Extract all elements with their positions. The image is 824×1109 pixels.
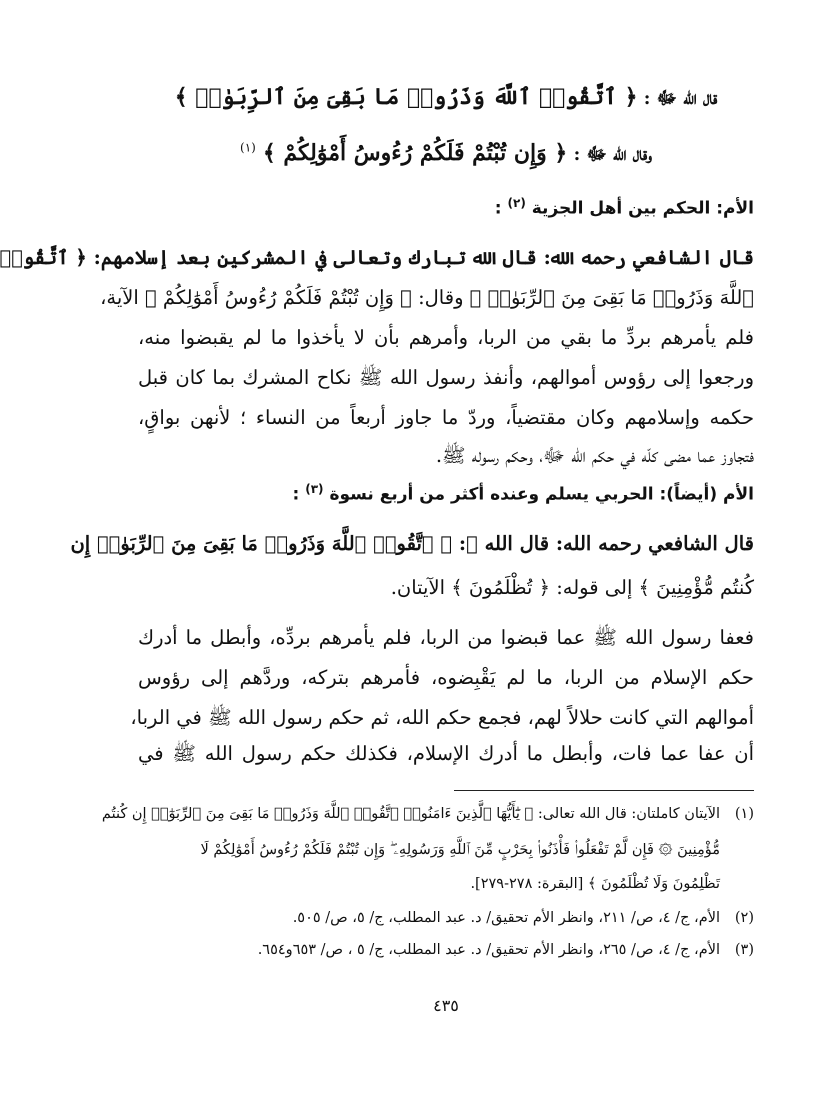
footnote-1-line-2: مُّؤْمِنِينَ ۞ فَإِن لَّمْ تَفْعَلُوا۟ فَأْذَنُوا۟ بِحَرْبٍ مِّنَ ٱللَّهِ وَرَسُولِهِۦ ۖ وَإِن تُبْتُمْ فَلَكُمْ رُءُوسُ أَمْوَٰلِكُمْ لَا	[200, 842, 720, 858]
footnote-separator	[454, 790, 754, 791]
paragraph-line: أموالهم التي كانت حلالاً لهم، فجمع حكم الله، ثم حكم رسول الله ﷺ في الربا،	[130, 706, 754, 729]
paragraph-line: فتجاوز عما مضى كلّه في حكم الله ﷻ، وحكم رسوله ﷺ.	[435, 444, 754, 467]
footnote-number: (٣)	[734, 942, 754, 958]
paragraph-line: قال الشافعي رحمه الله: قال الله تبارك وتعالى في المشركين بعد إسلامهم: ﴿ ٱتَّقُوا۟	[0, 246, 754, 269]
paragraph-line: حكم الإسلام من الربا، ما لم يَقْبِضوه، فأمرهم بتركه، وردَّهم إلى رؤوس	[138, 666, 754, 689]
section-heading-1	[138, 196, 754, 219]
footnote-text: الأم، ج/ ٤، ص/ ٢٦٥، وانظر الأم تحقيق/ د. عبد المطلب، ج/ ٥ ، ص/ ٦٥٣و٦٥٤.	[257, 942, 720, 958]
footnote-ref: (٢)	[507, 196, 526, 210]
quote-line-2	[138, 140, 754, 167]
heading-colon: :	[494, 198, 502, 219]
footnote-text: الأم، ج/ ٤، ص/ ٢١١، وانظر الأم تحقيق/ د. عبد المطلب، ج/ ٥، ص/ ٥٠٥.	[292, 910, 720, 926]
footnote-text: الآيتان كاملتان: قال الله تعالى: ﴿ يَٰٓأَيُّهَا ٱلَّذِينَ ءَامَنُوا۟ ٱتَّقُوا۟ ٱللَّهَ وَذَرُوا۟ مَا بَقِىَ مِنَ ٱلرِّبَوٰٓا۟ إِن كُنتُم	[101, 806, 720, 822]
footnote-ref: (١)	[240, 140, 256, 155]
paragraph-line: قال الشافعي رحمه الله: قال الله ﷻ: ﴿ ٱتَّقُوا۟ ٱللَّهَ وَذَرُوا۟ مَا بَقِىَ مِنَ ٱلرِّبَوٰا۟ إِن	[70, 532, 754, 555]
paragraph-line: أن عفا عما فات، وأبطل ما أدرك الإسلام، فكذلك حكم رسول الله ﷺ في	[138, 742, 754, 765]
footnote-ref: (٣)	[305, 482, 324, 496]
paragraph-line: فعفا رسول الله ﷺ عما قبضوا من الربا، فلم يأمرهم بردِّه، وأبطل ما أدرك	[138, 626, 754, 649]
quote-verse: ﴿ ٱتَّقُوا۟ ٱللَّهَ وَذَرُوا۟ مَا بَقِىَ مِنَ ٱلرِّبَوٰا۟ ﴾	[174, 84, 638, 110]
footnote-1-line-3: تَظْلِمُونَ وَلَا تُظْلَمُونَ ﴾ [البقرة: ٢٧٨-٢٧٩].	[470, 876, 720, 892]
paragraph-line: ٱللَّهَ وَذَرُوا۟ مَا بَقِىَ مِنَ ٱلرِّبَوٰا۟ ﴾ وقال: ﴿ وَإِن تُبْتُمْ فَلَكُمْ رُءُوسُ أَمْوَٰلِكُمْ ﴾ الآية،	[100, 286, 754, 309]
quote-prefix: قال الله ﷻ :	[637, 88, 718, 109]
paragraph-line: حكمه وإسلامهم وكان مقتضياً، وردّ ما جاوز أربعاً من النساء ؛ لأنهن بواقٍ،	[138, 406, 754, 429]
footnote-2	[138, 910, 754, 927]
heading-colon: :	[292, 484, 300, 505]
page-number: ٤٣٥	[433, 996, 459, 1015]
heading-text: الأم (أيضاً): الحربي يسلم وعنده أكثر من أربع نسوة	[329, 484, 754, 505]
heading-text: الأم: الحكم بين أهل الجزية	[531, 198, 754, 219]
footnote-number: (٢)	[734, 910, 754, 926]
footnote-1	[101, 806, 754, 823]
paragraph-line: كُنتُم مُّؤْمِنِينَ ﴾ إلى قوله: ﴿ تُظْلَمُونَ ﴾ الآيتان.	[390, 576, 754, 599]
quote-prefix: وقال الله ﷻ :	[567, 144, 652, 165]
paragraph-line: ورجعوا إلى رؤوس أموالهم، وأنفذ رسول الله ﷺ نكاح المشرك بما كان قبل	[138, 366, 754, 389]
paragraph-line: فلم يأمرهم بردِّ ما بقي من الربا، وأمرهم بأن لا يأخذوا ما لم يقبضوا منه،	[138, 326, 754, 349]
quote-verse: ﴿ وَإِن تُبْتُمْ فَلَكُمْ رُءُوسُ أَمْوَٰلِكُمْ ﴾	[262, 140, 568, 166]
footnote-number: (١)	[734, 806, 754, 822]
quote-line-1	[138, 84, 754, 111]
section-heading-2	[138, 482, 754, 505]
footnote-3	[138, 942, 754, 959]
